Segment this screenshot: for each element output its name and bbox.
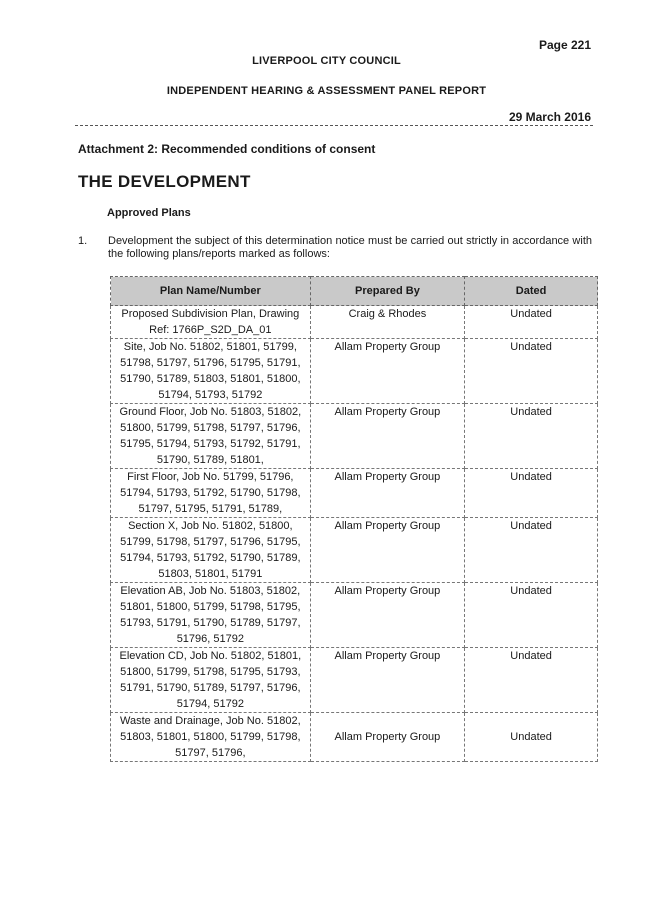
cell-prepared-by: Craig & Rhodes (310, 306, 465, 339)
section-title: THE DEVELOPMENT (78, 172, 251, 191)
cell-dated: Undated (465, 306, 598, 339)
cell-plan: Elevation AB, Job No. 51803, 51802, 51801, 51800, 51799, 51798, 51795, 51793, 51791, 51790, 51789, 51797, 51796, 51792 (111, 583, 311, 648)
cell-dated: Undated (465, 648, 598, 713)
cell-plan: Waste and Drainage, Job No. 51802, 51803, 51801, 51800, 51799, 51798, 51797, 51796, (111, 713, 311, 762)
table-row (111, 518, 598, 583)
report-date: 29 March 2016 (508, 110, 591, 124)
table-row (111, 583, 598, 648)
cell-prepared-by: Allam Property Group (310, 339, 465, 404)
approved-plans-heading: Approved Plans (107, 207, 191, 219)
cell-prepared-by: Allam Property Group (310, 518, 465, 583)
cell-prepared-by: Allam Property Group (310, 648, 465, 713)
cell-plan: Ground Floor, Job No. 51803, 51802, 51800, 51799, 51798, 51797, 51796, 51795, 51794, 51793, 51792, 51791, 51790, 51789, 51801, (111, 404, 311, 469)
column-header-plan: Plan Name/Number (111, 277, 311, 306)
table-header-row (111, 277, 598, 306)
column-header-prepared-by: Prepared By (310, 277, 465, 306)
column-header-dated: Dated (465, 277, 598, 306)
cell-prepared-by: Allam Property Group (310, 583, 465, 648)
cell-dated: Undated (465, 404, 598, 469)
cell-plan: Elevation CD, Job No. 51802, 51801, 51800, 51799, 51798, 51795, 51793, 51791, 51790, 51789, 51797, 51796, 51794, 51792 (111, 648, 311, 713)
cell-plan: Site, Job No. 51802, 51801, 51799, 51798, 51797, 51796, 51795, 51791, 51790, 51789, 51803, 51801, 51800, 51794, 51793, 51792 (111, 339, 311, 404)
report-title: INDEPENDENT HEARING & ASSESSMENT PANEL REPORT (166, 85, 487, 97)
condition-text: Development the subject of this determination notice must be carried out strictly in accordance with the following plans/reports marked as follows: (108, 235, 592, 260)
cell-dated: Undated (465, 518, 598, 583)
cell-dated: Undated (465, 583, 598, 648)
table-row (111, 404, 598, 469)
table-row (111, 339, 598, 404)
cell-dated: Undated (465, 469, 598, 518)
cell-plan: Section X, Job No. 51802, 51800, 51799, 51798, 51797, 51796, 51795, 51794, 51793, 51792, 51790, 51789, 51803, 51801, 51791 (111, 518, 311, 583)
council-name: LIVERPOOL CITY COUNCIL (252, 55, 401, 67)
table-row (111, 713, 598, 762)
table-row (111, 648, 598, 713)
attachment-heading: Attachment 2: Recommended conditions of consent (78, 142, 376, 156)
approved-plans-table (110, 276, 598, 762)
condition-number: 1. (78, 235, 88, 247)
cell-dated: Undated (465, 339, 598, 404)
cell-dated: Undated (465, 713, 598, 762)
cell-prepared-by: Allam Property Group (310, 713, 465, 762)
cell-plan: First Floor, Job No. 51799, 51796, 51794, 51793, 51792, 51790, 51798, 51797, 51795, 51791, 51789, (111, 469, 311, 518)
page-number: Page 221 (538, 38, 591, 52)
table-body (111, 306, 598, 762)
cell-plan: Proposed Subdivision Plan, Drawing Ref: 1766P_S2D_DA_01 (111, 306, 311, 339)
table-row (111, 469, 598, 518)
cell-prepared-by: Allam Property Group (310, 469, 465, 518)
table-row (111, 306, 598, 339)
cell-prepared-by: Allam Property Group (310, 404, 465, 469)
